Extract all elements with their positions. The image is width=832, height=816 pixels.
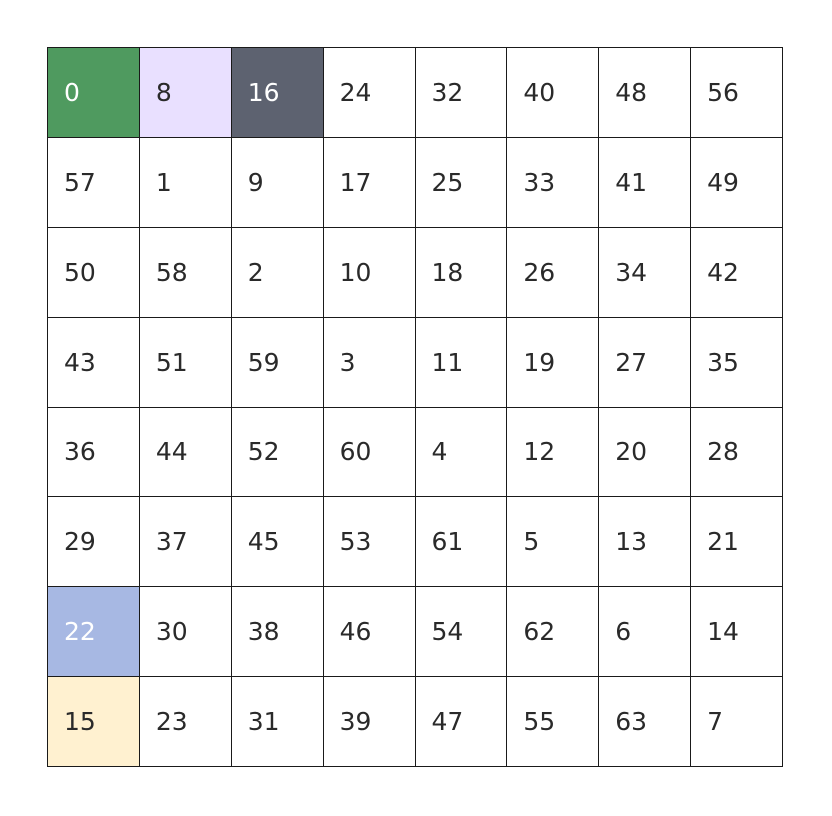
grid-cell: 11 (416, 318, 508, 408)
grid-cell: 41 (599, 138, 691, 228)
grid-cell: 40 (507, 48, 599, 138)
grid-cell: 44 (140, 408, 232, 498)
grid-cell: 30 (140, 587, 232, 677)
grid-cell: 27 (599, 318, 691, 408)
grid-cell: 35 (691, 318, 783, 408)
grid-cell: 6 (599, 587, 691, 677)
grid-cell: 48 (599, 48, 691, 138)
grid-cell: 7 (691, 677, 783, 767)
grid-cell: 50 (48, 228, 140, 318)
grid-cell: 0 (48, 48, 140, 138)
grid-cell: 20 (599, 408, 691, 498)
grid-cell: 26 (507, 228, 599, 318)
grid-cell: 37 (140, 497, 232, 587)
grid-cell: 58 (140, 228, 232, 318)
grid-cell: 17 (324, 138, 416, 228)
grid-cell: 25 (416, 138, 508, 228)
grid-cell: 63 (599, 677, 691, 767)
grid-cell: 16 (232, 48, 324, 138)
grid-cell: 4 (416, 408, 508, 498)
grid-cell: 32 (416, 48, 508, 138)
grid-cell: 62 (507, 587, 599, 677)
grid-cell: 54 (416, 587, 508, 677)
grid-cell: 21 (691, 497, 783, 587)
grid-cell: 34 (599, 228, 691, 318)
grid-cell: 57 (48, 138, 140, 228)
grid-cell: 19 (507, 318, 599, 408)
grid-cell: 1 (140, 138, 232, 228)
grid-cell: 36 (48, 408, 140, 498)
grid-cell: 24 (324, 48, 416, 138)
grid-cell: 56 (691, 48, 783, 138)
grid-cell: 51 (140, 318, 232, 408)
grid-cell: 13 (599, 497, 691, 587)
grid-cell: 28 (691, 408, 783, 498)
grid-cell: 47 (416, 677, 508, 767)
grid-cell: 55 (507, 677, 599, 767)
grid-cell: 18 (416, 228, 508, 318)
grid-cell: 14 (691, 587, 783, 677)
grid-cell: 49 (691, 138, 783, 228)
grid-cell: 38 (232, 587, 324, 677)
grid-cell: 59 (232, 318, 324, 408)
grid-cell: 52 (232, 408, 324, 498)
grid-cell: 46 (324, 587, 416, 677)
grid-cell: 45 (232, 497, 324, 587)
grid-cell: 5 (507, 497, 599, 587)
grid-cell: 22 (48, 587, 140, 677)
grid-cell: 3 (324, 318, 416, 408)
grid-cell: 8 (140, 48, 232, 138)
grid-cell: 2 (232, 228, 324, 318)
grid-cell: 43 (48, 318, 140, 408)
grid-cell: 61 (416, 497, 508, 587)
grid-cell: 10 (324, 228, 416, 318)
grid-cell: 15 (48, 677, 140, 767)
grid-cell: 9 (232, 138, 324, 228)
grid-cell: 23 (140, 677, 232, 767)
grid-cell: 53 (324, 497, 416, 587)
grid-cell: 31 (232, 677, 324, 767)
grid-cell: 12 (507, 408, 599, 498)
grid-cell: 60 (324, 408, 416, 498)
grid-cell: 33 (507, 138, 599, 228)
grid-cell: 29 (48, 497, 140, 587)
number-grid (47, 47, 783, 767)
grid-cell: 39 (324, 677, 416, 767)
grid-cell: 42 (691, 228, 783, 318)
